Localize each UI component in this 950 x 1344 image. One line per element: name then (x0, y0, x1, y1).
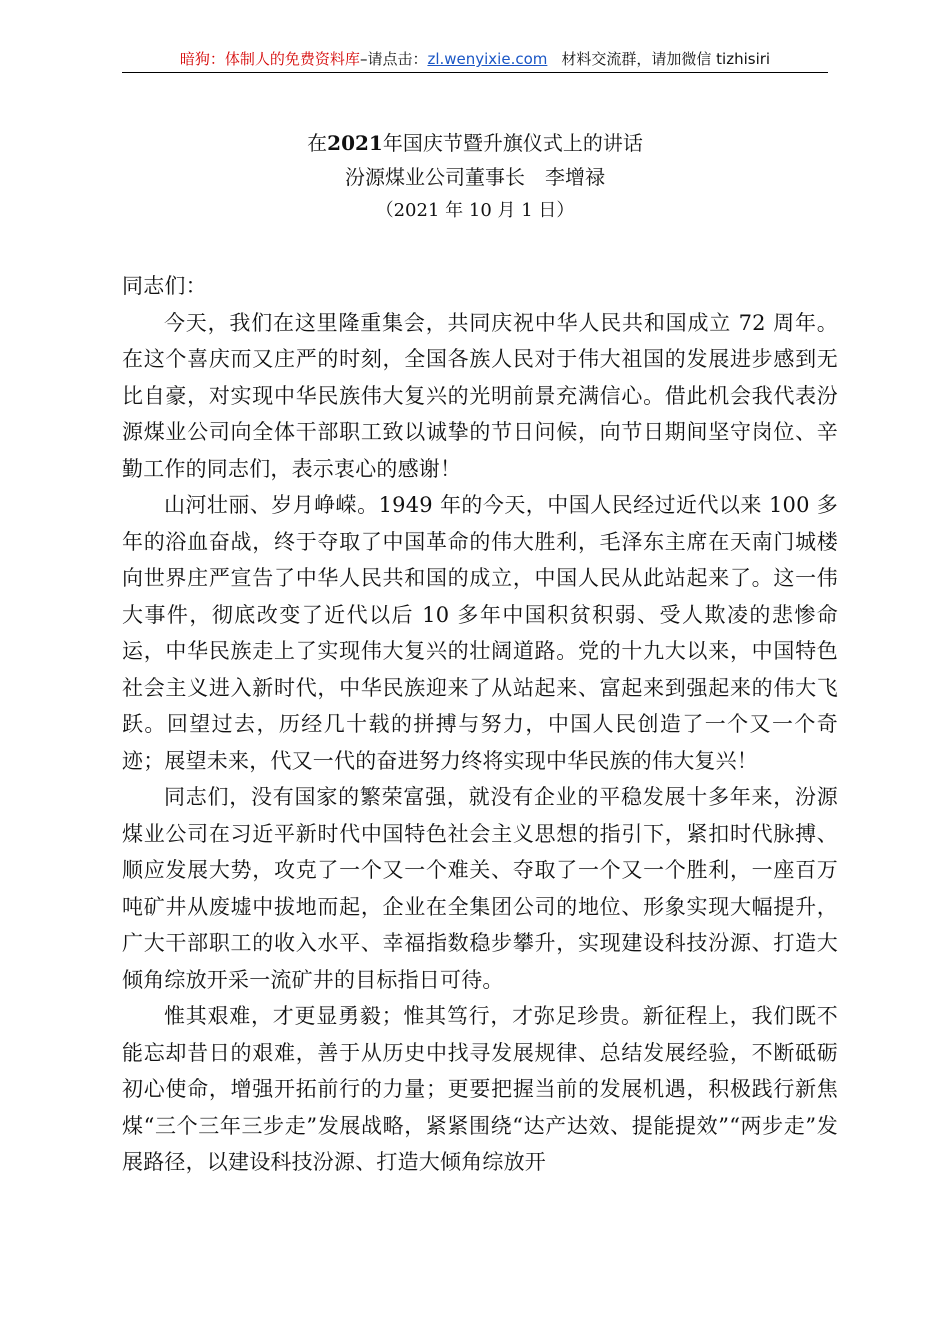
speaker-line: 汾源煤业公司董事长 李增禄 (345, 165, 605, 189)
title-year: 2021 (327, 131, 383, 155)
header-link[interactable]: zl.wenyixie.com (427, 50, 548, 68)
paragraph-3: 同志们，没有国家的繁荣富强，就没有企业的平稳发展十多年来，汾源煤业公司在习近平新时代中国特色社会主义思想的指引下，紧扣时代脉搏、顺应发展大势，攻克了一个又一个难关、夺取了一个又一个胜利，一座百万吨矿井从废墟中拔地而起，企业在全集团公司的地位、形象实现大幅提升，广大干部职工的收入水平、幸福指数稳步攀升，实现建设科技汾源、打造大倾角综放开采一流矿井的目标指日可待。 (122, 785, 838, 992)
header-brand: 暗狗：体制人的免费资料库 (179, 50, 360, 68)
speech-title (122, 126, 828, 160)
speech-body (122, 268, 838, 1181)
title-block (122, 126, 828, 228)
page-header (122, 46, 828, 72)
header-group-note: 材料交流群，请加微信 tizhisiri (561, 50, 771, 68)
header-prompt: –请点击： (359, 50, 428, 68)
paragraph-2: 山河壮丽、岁月峥嵘。1949 年的今天，中国人民经过近代以来 100 多年的浴血奋战，终于夺取了中国革命的伟大胜利，毛泽东主席在天南门城楼向世界庄严宣告了中华人民共和国的成立，中国人民从此站起来了。这一伟大事件，彻底改变了近代以后 10 多年中国积贫积弱、受人欺凌的悲惨命运，中华民族走上了实现伟大复兴的壮阔道路。党的十九大以来，中国特色社会主义进入新时代，中华民族迎来了从站起来、富起来到强起来的伟大飞跃。回望过去，历经几十载的拼搏与努力，中国人民创造了一个又一个奇迹；展望未来，代又一代的奋进努力终将实现中华民族的伟大复兴！ (122, 493, 838, 773)
header-divider (122, 72, 828, 73)
title-prefix: 在 (307, 131, 328, 155)
paragraph-1: 今天，我们在这里隆重集会，共同庆祝中华人民共和国成立 72 周年。在这个喜庆而又庄严的时刻，全国各族人民对于伟大祖国的发展进步感到无比自豪，对实现中华民族伟大复兴的光明前景充满信心。借此机会我代表汾源煤业公司向全体干部职工致以诚挚的节日问候，向节日期间坚守岗位、辛勤工作的同志们，表示衷心的感谢！ (122, 310, 838, 481)
paragraph-4: 惟其艰难，才更显勇毅；惟其笃行，才弥足珍贵。新征程上，我们既不能忘却昔日的艰难，善于从历史中找寻发展规律、总结发展经验，不断砥砺初心使命，增强开拓前行的力量；更要把握当前的发展机遇，积极践行新焦煤“三个三年三步走”发展战略，紧紧围绕“达产达效、提能提效”“两步走”发展路径，以建设科技汾源、打造大倾角综放开 (122, 1004, 838, 1174)
salutation: 同志们： (122, 274, 207, 298)
title-rest: 年国庆节暨升旗仪式上的讲话 (382, 131, 643, 155)
speech-date: （2021 年 10 月 1 日） (375, 200, 575, 221)
